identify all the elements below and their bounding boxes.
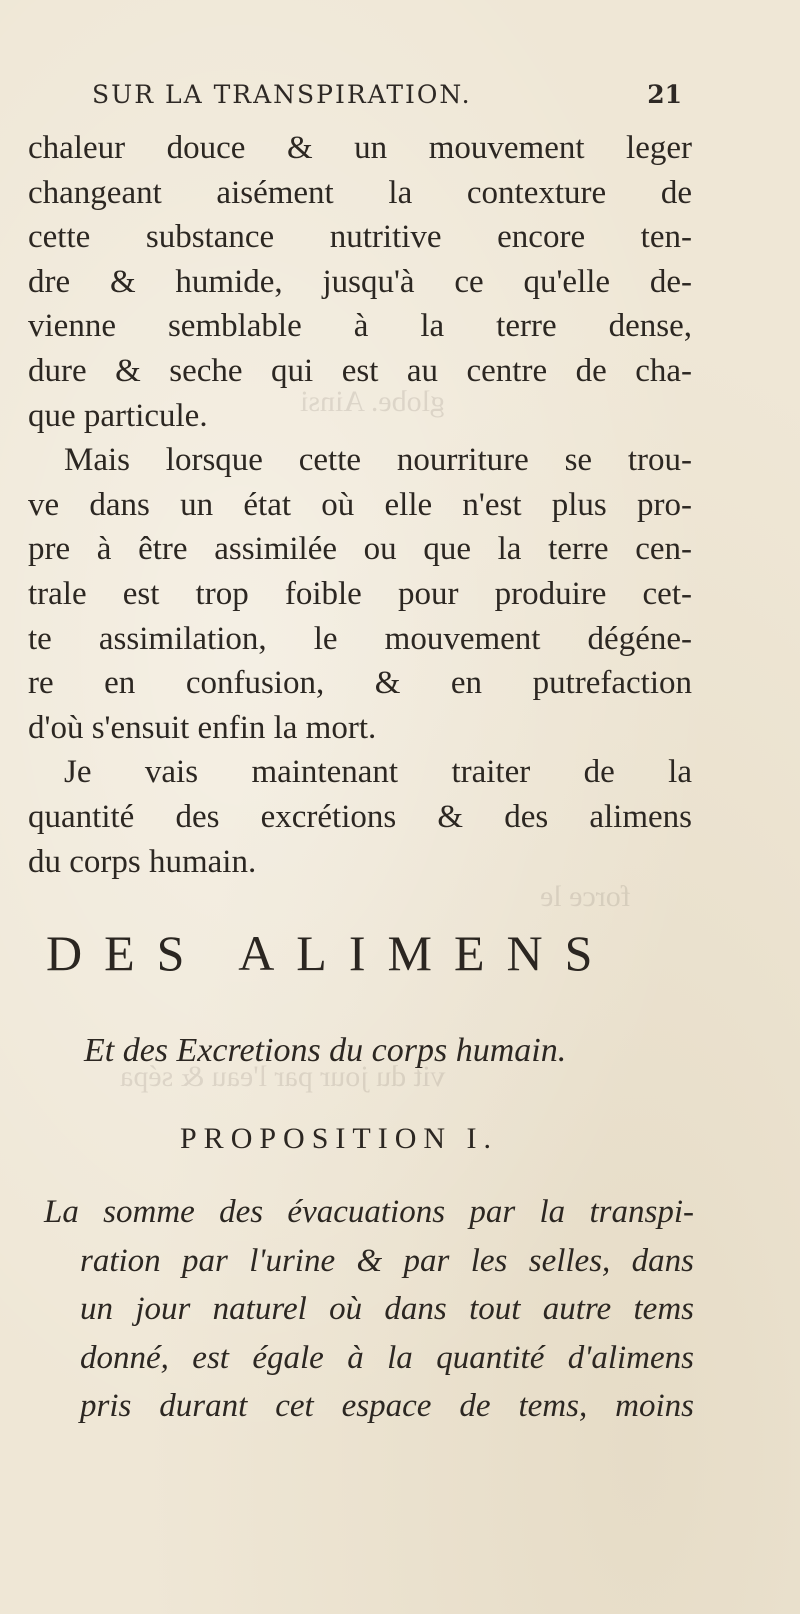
text-line: quantité des excrétions & des alimens xyxy=(28,798,692,835)
text-line: changeant aisément la contexture de xyxy=(28,174,692,211)
body-text xyxy=(28,126,692,884)
section-heading: DES ALIMENS xyxy=(46,925,615,981)
text-line: ration par l'urine & par les selles, dans xyxy=(80,1242,694,1279)
text-line: pre à être assimilée ou que la terre cen- xyxy=(28,531,692,568)
text-line: dure & seche qui est au centre de cha- xyxy=(28,352,692,389)
text-line: ve dans un état où elle n'est plus pro- xyxy=(28,486,692,523)
text-line: trale est trop foible pour produire cet- xyxy=(28,575,692,612)
bleed-through-text: force le xyxy=(540,880,631,913)
text-line: donné, est égale à la quantité d'alimens xyxy=(80,1339,694,1376)
bleed-through-text: vit du jour par l'eau & sépa xyxy=(120,1060,446,1093)
proposition-label: PROPOSITION I. xyxy=(180,1122,499,1155)
text-line: Mais lorsque cette nourriture se trou- xyxy=(64,442,692,479)
text-line: Je vais maintenant traiter de la xyxy=(64,754,692,791)
text-line: du corps humain. xyxy=(28,843,257,880)
running-head xyxy=(92,80,682,109)
bleed-through-text: globe. Ainsi xyxy=(300,385,446,418)
text-line: d'où s'ensuit enfin la mort. xyxy=(28,709,377,746)
text-line: pris durant cet espace de tems, moins xyxy=(80,1388,694,1424)
running-head-title: SUR LA TRANSPIRATION. xyxy=(92,80,472,109)
text-line: La somme des évacuations par la transpi- xyxy=(44,1194,694,1230)
page-number: 21 xyxy=(647,80,682,109)
text-line: te assimilation, le mouvement dégéne- xyxy=(28,620,692,657)
text-line: chaleur douce & un mouvement leger xyxy=(28,130,692,166)
text-line: dre & humide, jusqu'à ce qu'elle de- xyxy=(28,263,692,300)
section-subheading: Et des Excretions du corps humain. xyxy=(84,1032,567,1069)
text-line: que particule. xyxy=(28,397,208,434)
text-line: re en confusion, & en putrefaction xyxy=(28,665,692,702)
proposition-text xyxy=(44,1188,694,1431)
text-line: un jour naturel où dans tout autre tems xyxy=(80,1291,694,1327)
text-line: vienne semblable à la terre dense, xyxy=(28,308,692,345)
text-line: cette substance nutritive encore ten- xyxy=(28,219,692,256)
